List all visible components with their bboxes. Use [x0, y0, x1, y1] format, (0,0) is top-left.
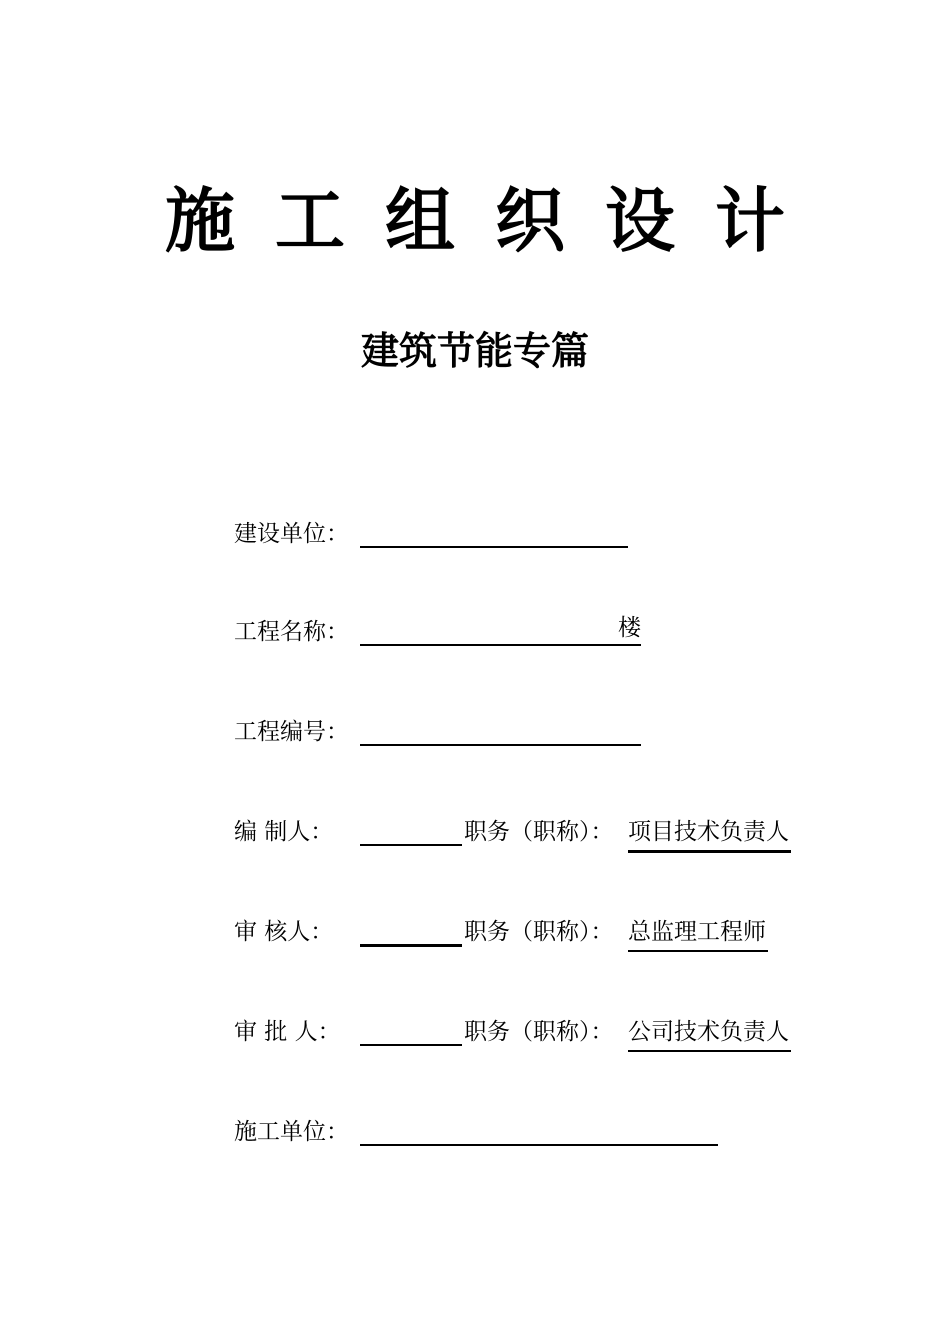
project-no-label: 工程编号：	[234, 719, 349, 745]
client-label: 建设单位：	[234, 521, 349, 547]
project-name-line[interactable]	[360, 612, 641, 646]
reviewer-role-label: 职务（职称）：	[464, 919, 614, 945]
client-blank-line[interactable]	[360, 514, 628, 548]
reviewer-role-value: 总监理工程师	[628, 912, 768, 952]
compiler-row	[234, 812, 834, 852]
approver-label: 审 批 人：	[234, 1019, 341, 1045]
compiler-label: 编 制人：	[234, 819, 334, 845]
approver-role-label: 职务（职称）：	[464, 1019, 614, 1045]
client-row	[234, 514, 634, 554]
contractor-blank-line[interactable]	[360, 1112, 718, 1146]
reviewer-blank-line[interactable]	[360, 912, 462, 947]
document-subtitle: 建筑节能专篇	[360, 329, 589, 373]
compiler-blank-line[interactable]	[360, 812, 462, 846]
document-title: 施工组织设计	[165, 180, 825, 262]
compiler-role-value: 项目技术负责人	[628, 812, 791, 853]
contractor-row	[234, 1112, 734, 1152]
compiler-role-label: 职务（职称）：	[464, 819, 614, 845]
project-name-value: 楼	[618, 615, 641, 641]
contractor-label: 施工单位：	[234, 1119, 349, 1145]
project-no-row	[234, 712, 654, 752]
reviewer-row	[234, 912, 834, 952]
project-name-row	[234, 612, 654, 652]
project-no-blank-line[interactable]	[360, 712, 641, 746]
approver-blank-line[interactable]	[360, 1012, 462, 1046]
reviewer-label: 审 核人：	[234, 919, 334, 945]
approver-role-value: 公司技术负责人	[628, 1012, 791, 1052]
approver-row	[234, 1012, 834, 1052]
project-name-label: 工程名称：	[234, 619, 349, 645]
